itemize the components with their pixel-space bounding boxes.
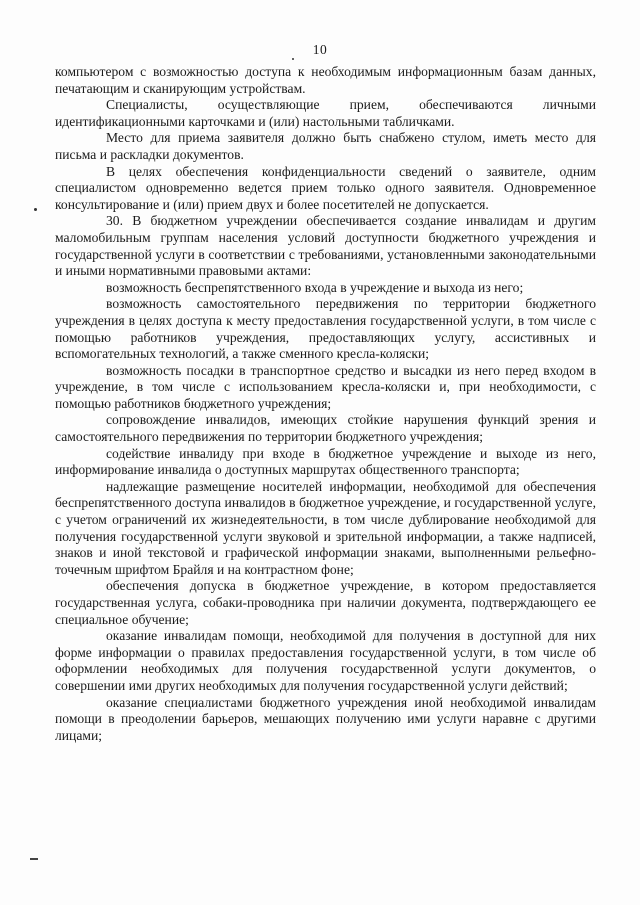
paragraph-reception-place: Место для приема заявителя должно быть снабжено стулом, иметь место для письма и раскладки документов. [55, 130, 596, 162]
list-item: обеспечения допуска в бюджетное учреждение, в котором предоставляется государственная услуга, собаки-проводника при наличии документа, подтверждающего ее специальное обучение; [55, 578, 596, 627]
list-item: сопровождение инвалидов, имеющих стойкие нарушения функций зрения и самостоятельного передвижения по территории бюджетного учреждения; [55, 412, 596, 445]
list-item: оказание специалистами бюджетного учреждения иной необходимой инвалидам помощи в преодолении барьеров, мешающих получению ими услуги наравне с другими лицами; [55, 694, 596, 743]
page-number: 10 [312, 42, 328, 57]
document-body [55, 64, 596, 744]
scan-speck [34, 208, 37, 211]
list-item: надлежащие размещение носителей информации, необходимой для обеспечения беспрепятственного доступа инвалидов в бюджетное учреждение, и государственной услуге, с учетом ограничений их жизнедеятельности, в том числе дублирование необходимой для получения государственной услуги звуковой и зрительной информации, а также надписей, знаков и иной текстовой и графической информации знаками, выполненными рельефно-точечным шрифтом Брайля и на контрастном фоне; [55, 478, 596, 577]
list-item: возможность беспрепятственного входа в учреждение и выхода из него; [106, 279, 524, 295]
list-item: возможность посадки в транспортное средство и высадки из него перед входом в учреждение, в том числе с использованием кресла-коляски и, при необходимости, с помощью работников бюджетного учреждения; [55, 362, 596, 411]
paragraph-continuation: компьютером с возможностью доступа к необходимым информационным базам данных, печатающим и сканирующим устройствам. [55, 64, 596, 96]
paragraph-confidentiality: В целях обеспечения конфиденциальности сведений о заявителе, одним специалистом одновременно ведется прием только одного заявителя. Одновременное консультирование и (или) прием двух и более посетителей не допускается. [55, 163, 596, 212]
paragraph-specialists: Специалисты, осуществляющие прием, обеспечиваются личными идентификационными карточками и (или) настольными табличками. [55, 97, 596, 129]
scan-mark [30, 858, 38, 860]
list-item: оказание инвалидам помощи, необходимой для получения в доступной для них форме информации о правилах предоставления государственной услуги, в том числе об оформлении необходимых для получения государственной услуги документов, о совершении ими других необходимых для получения государственной услуги действий; [55, 628, 596, 693]
list-item: возможность самостоятельного передвижения по территории бюджетного учреждения в целях доступа к месту предоставления государственной услуги, в том числе с помощью работников учреждения, предоставляющих услугу, ассистивных и вспомогательных технологий, а также сменного кресла-коляски; [55, 296, 596, 362]
scan-speck [292, 58, 294, 60]
list-item: содействие инвалиду при входе в бюджетное учреждение и выходе из него, информирование инвалида о доступных маршрутах общественного транспорта; [55, 445, 596, 478]
paragraph-item-30: 30. В бюджетном учреждении обеспечивается создание инвалидам и другим маломобильным группам населения условий доступности бюджетного учреждения и государственной услуги в соответствии с требованиями, установленными законодательными и иными нормативными правовыми актами: [55, 213, 596, 279]
